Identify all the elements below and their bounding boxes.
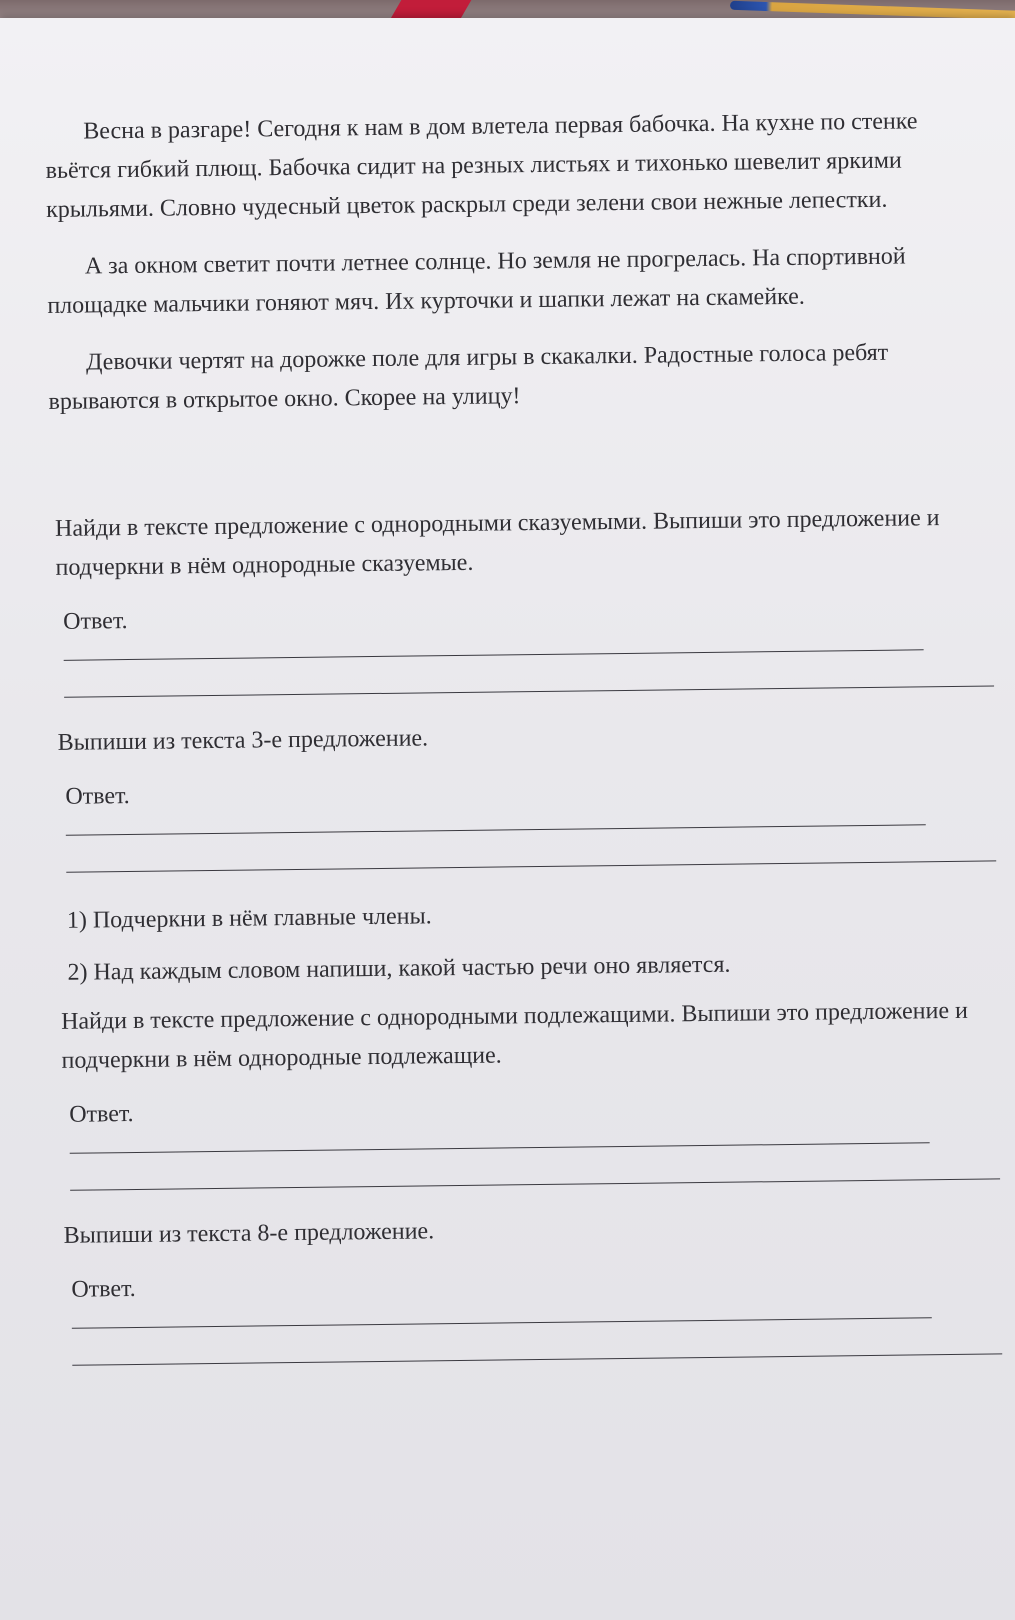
answer-label-4: Ответ. [71, 1275, 136, 1303]
answer-line[interactable] [72, 1353, 1002, 1365]
answer-line[interactable] [64, 685, 994, 697]
task-2-subtask-1: 1) Подчеркни в нём главные члены. [66, 903, 432, 934]
answer-label-2: Ответ. [65, 783, 130, 810]
worksheet-page [0, 18, 1015, 1620]
text-paragraph-1: Весна в разгаре! Сегодня к нам в дом влетела первая бабочка. На кухне по стенке вьётся гибкий плющ. Бабочка сидит на резных листьях и тихонько шевелит яркими крыльями. Словно чудесный цветок раскрыл среди зелени свои нежные лепестки. [45, 108, 918, 223]
task-2: Выпиши из текста 3-е предложение. [57, 725, 429, 756]
task-3: Найди в тексте предложение с однородными подлежащими. Выпиши это предложение и подчеркни в нём однородные подлежащие. [60, 997, 969, 1074]
answer-line[interactable] [72, 1317, 932, 1329]
worksheet-content [45, 102, 1001, 1392]
task-1: Найди в тексте предложение с однородными сказуемыми. Выпиши это предложение и подчеркни в нём однородные сказуемые. [54, 505, 940, 581]
answer-line[interactable] [70, 1178, 1000, 1190]
answer-line[interactable] [64, 649, 924, 661]
text-paragraph-3: Девочки чертят на дорожке поле для игры в скакалки. Радостные голоса ребят врываются в открытое окно. Скорее на улицу! [48, 339, 889, 415]
answer-label-1: Ответ. [63, 608, 128, 635]
answer-line[interactable] [70, 1142, 930, 1154]
answer-line[interactable] [66, 824, 926, 836]
answer-line[interactable] [66, 860, 996, 872]
task-2-subtask-2: 2) Над каждым словом напиши, какой частью речи оно является. [67, 951, 731, 986]
spacer [49, 428, 990, 509]
task-4: Выпиши из текста 8-е предложение. [63, 1218, 435, 1249]
text-paragraph-2: А за окном светит почти летнее солнце. Но земля не прогрелась. На спортивной площадке мальчики гоняют мяч. Их курточки и шапки лежат на скамейке. [47, 243, 906, 319]
answer-label-3: Ответ. [69, 1100, 134, 1128]
